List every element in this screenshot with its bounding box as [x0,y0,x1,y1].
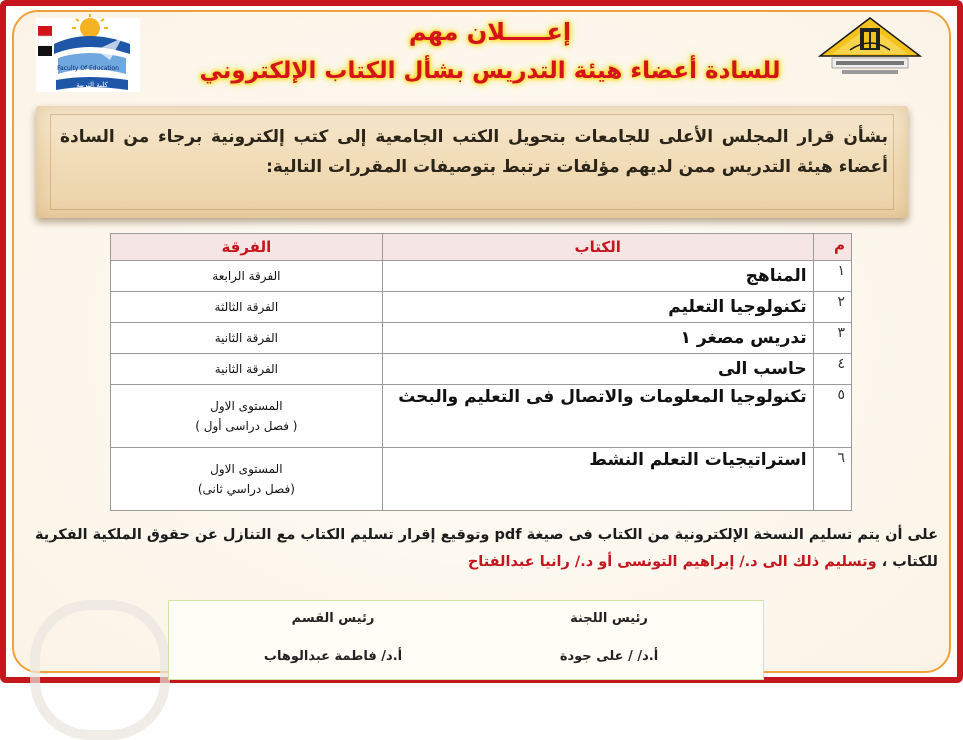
committee-head-name: أ.د/ / على جودة [559,649,659,664]
row-level: المستوى الاول [210,462,283,476]
row-num: ٣ [813,323,851,354]
intro-text: بشأن قرار المجلس الأعلى للجامعات بتحويل الكتب الجامعية إلى كتب إلكترونية برجاء من السادة أعضاء هيئة التدريس ممن لديهم مؤلفات ترتبط بتوصيفات المقررات التالية: [60,127,888,177]
row-num: ٥ [813,385,851,448]
books-table [110,233,852,511]
table-row [111,292,852,323]
row-level: الفرقة الثانية [111,354,383,385]
row-book: تدريس مصغر ١ [382,323,813,354]
header-num: م [813,234,851,261]
logo-banner-text: كلية التربية [76,81,108,89]
table-row [111,261,852,292]
instructions-contacts: وتسليم ذلك الى د./ إبراهيم التونسى أو د./ رانيا عبدالفتاح [467,554,882,570]
announcement-title: إعـــــلان مهم [408,18,572,46]
row-level: الفرقة الثانية [111,323,383,354]
row-level: المستوى الاول [210,399,283,413]
table-header-row [111,234,852,261]
signature-box [168,600,764,680]
logo-latin-text: Faculty Of Education [57,65,119,72]
table-row [111,354,852,385]
submission-instructions [28,522,938,576]
table-row [111,448,852,511]
row-book: المناهج [382,261,813,292]
row-level-note: ( فصل دراسى أول ) [195,419,298,433]
row-book: تكنولوجيا التعليم [382,292,813,323]
row-num: ١ [813,261,851,292]
row-level-note: (فصل دراسي ثانى) [197,482,295,496]
faculty-logo [36,14,140,94]
department-head-title: رئيس القسم [291,611,375,626]
row-level: الفرقة الثالثة [111,292,383,323]
row-level-cell [111,385,383,448]
committee-head-title: رئيس اللجنة [570,611,648,626]
announcement-subtitle: للسادة أعضاء هيئة التدريس بشأل الكتاب الإلكتروني [199,58,781,84]
instructions-main: على أن يتم تسليم النسخة الإلكترونية من الكتاب فى صيغة pdf وتوقيع إقرار تسليم الكتاب مع التنازل عن حقوق الملكية الفكرية للكتاب ، [35,527,938,570]
row-level: الفرقة الرابعة [111,261,383,292]
row-num: ٦ [813,448,851,511]
decorative-circle [30,600,170,740]
row-level-cell [111,448,383,511]
row-num: ٤ [813,354,851,385]
row-book: استراتيجيات التعلم النشط [382,448,813,511]
table-row [111,385,852,448]
table-row [111,323,852,354]
university-logo [816,16,924,78]
header-book: الكتاب [382,234,813,261]
row-num: ٢ [813,292,851,323]
header-level: الفرقة [111,234,383,261]
row-book: تكنولوجيا المعلومات والاتصال فى التعليم والبحث [382,385,813,448]
department-head-name: أ.د/ فاطمة عبدالوهاب [263,649,403,664]
row-book: حاسب الى [382,354,813,385]
